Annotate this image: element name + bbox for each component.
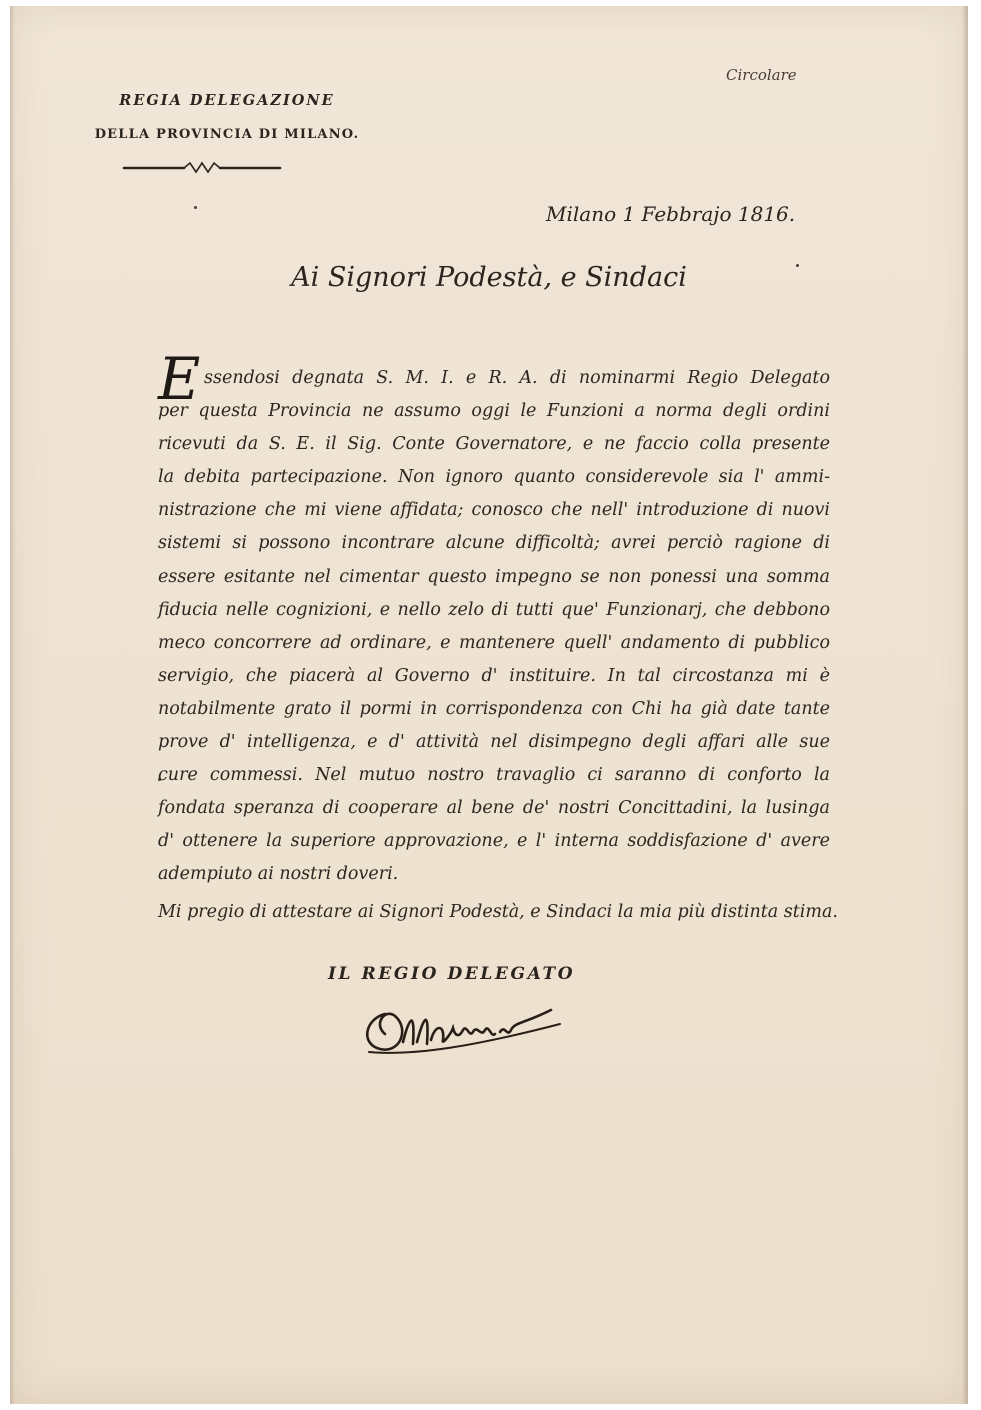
body-line: nistrazione che mi viene affidata; conosco che nell' introduzione di nuovi [158,500,830,521]
body-line: ssendosi degnata S. M. I. e R. A. di nominarmi Regio Delegato [204,368,830,388]
body-line: fondata speranza di cooperare al bene de' nostri Concittadini, la lusinga [158,798,830,819]
body-line: fiducia nelle cognizioni, e nello zelo di tutti que' Funzionarj, che debbono [158,599,830,620]
salutation: Ai Signori Podestà, e Sindaci [291,262,687,293]
body-line: d' ottenere la superiore approvazione, e l' interna soddisfazione d' avere [158,831,830,852]
drop-cap: E [158,345,201,413]
body-line: cure commessi. Nel mutuo nostro travaglio ci saranno di conforto la [158,765,830,786]
body-line: sistemi si possono incontrare alcune difficoltà; avrei perciò ragione di [158,533,830,554]
ornament-divider [122,160,282,176]
closing-line: Mi pregio di attestare ai Signori Podestà, e Sindaci la mia più distinta stima. [158,902,838,922]
page-edge-right [962,6,968,1404]
body-line: servigio, che piacerà al Governo d' instituire. In tal circostanza mi è [158,665,830,686]
body-line: meco concorrere ad ordinare, e mantenere quell' andamento di pubblico [158,632,830,653]
body-line: la debita partecipazione. Non ignoro quanto considerevole sia l' ammi- [158,467,830,488]
body-line: adempiuto ai nostri doveri. [158,864,399,885]
body-line: notabilmente grato il pormi in corrispondenza con Chi ha già date tante [158,698,830,719]
page-edge-left [10,6,15,1404]
handwritten-signature [355,994,575,1064]
document-page [10,6,968,1404]
body-line: essere esitante nel cimentar questo impegno se non ponessi una somma [158,566,830,587]
signoff-title: IL REGIO DELEGATO [328,964,576,984]
body-line: prove d' intelligenza, e d' attività nel disimpegno degli affari alle sue [158,732,830,753]
body-line: per questa Provincia ne assumo oggi le Funzioni a norma degli ordini [158,401,830,422]
ink-speck [194,206,197,209]
corner-note: Circolare [726,66,797,84]
letterhead-line-2: DELLA PROVINCIA DI MILANO. [94,127,360,142]
date-line: Milano 1 Febbrajo 1816. [546,202,796,226]
letter-body [158,345,830,892]
letterhead [82,92,372,142]
body-line: ricevuti da S. E. il Sig. Conte Governatore, e ne faccio colla presente [158,434,830,455]
letterhead-line-1: REGIA DELEGAZIONE [119,92,335,109]
